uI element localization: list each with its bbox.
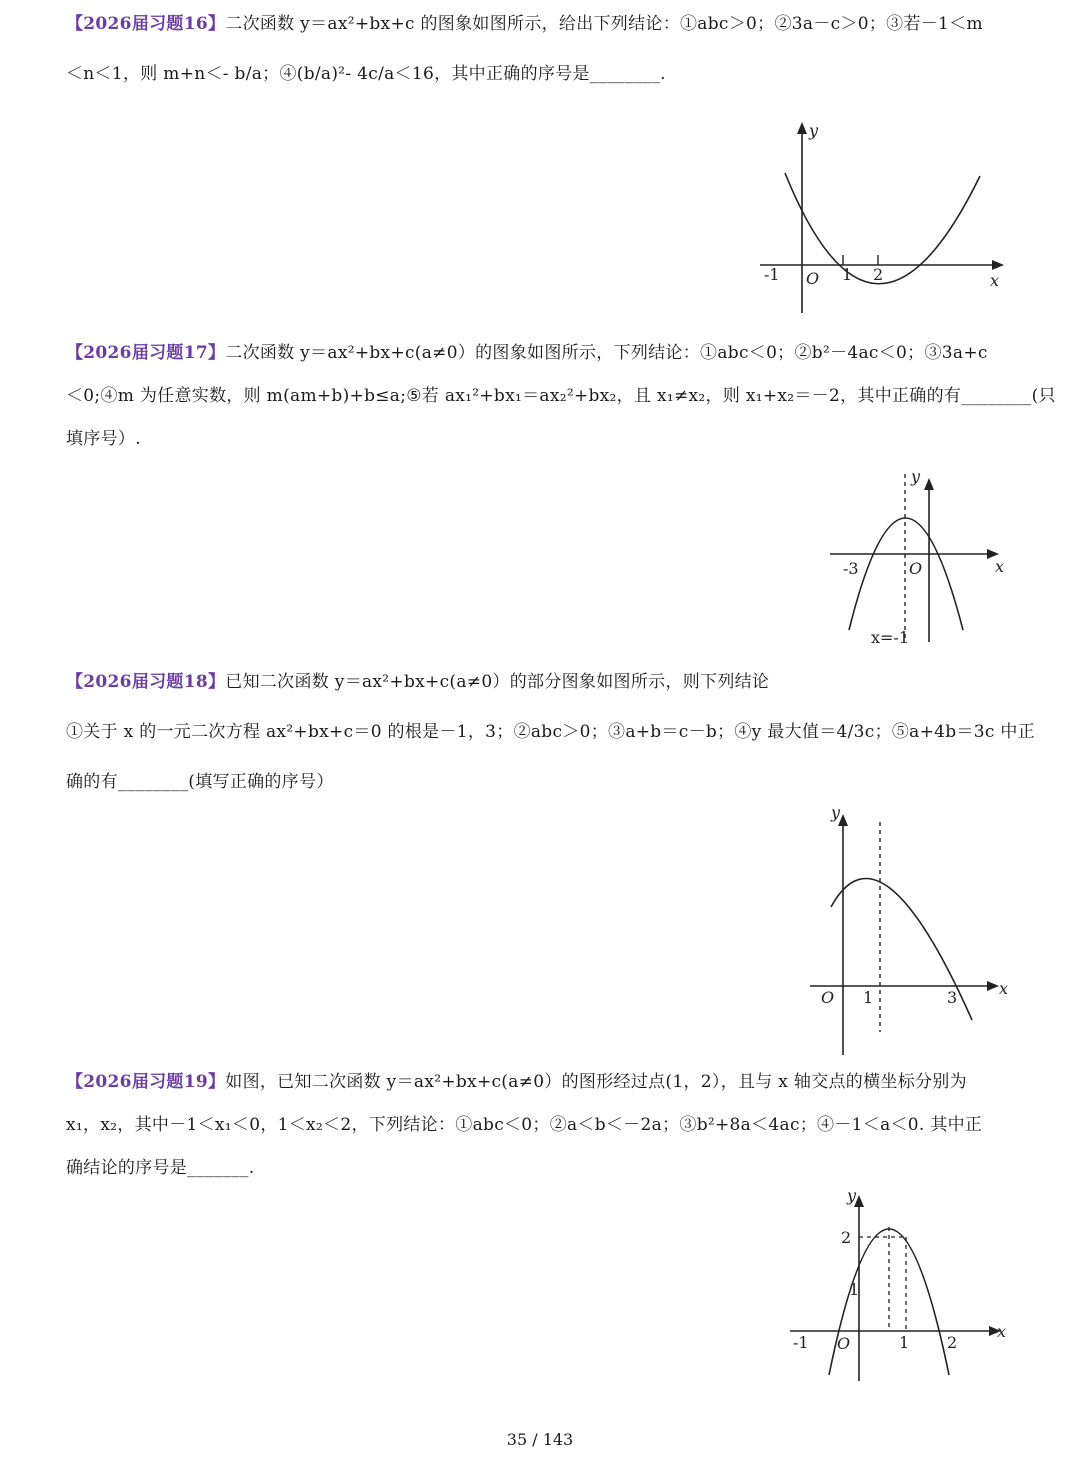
- problem-17-line-3: [66, 427, 141, 451]
- problem-18-line-3: [66, 770, 334, 794]
- problem-19-tick-neg1: -1: [793, 1333, 809, 1352]
- problem-16-tag: 【2026届习题16】: [66, 14, 226, 34]
- problem-19-line-3: [66, 1156, 254, 1180]
- problem-19-ytick-2: 2: [841, 1228, 852, 1247]
- problem-16-tick-2: 2: [873, 265, 884, 284]
- problem-19-text-3: 确结论的序号是_______.: [66, 1158, 255, 1178]
- problem-19-tick-2: 2: [947, 1333, 958, 1352]
- problem-19-tag: 【2026届习题19】: [66, 1072, 226, 1092]
- problem-17-text-1: 二次函数 y＝ax²+bx+c(a≠0）的图象如图所示，下列结论：①abc＜0；②b²－4ac＜0；③3a+c: [225, 343, 988, 363]
- problem-19-y-label: y: [847, 1186, 857, 1205]
- problem-17-text-3: 填序号）.: [66, 429, 141, 449]
- problem-18-origin: O: [821, 988, 835, 1007]
- problem-18-graph: [805, 800, 1020, 1060]
- page-number: 35 / 143: [506, 1430, 574, 1449]
- problem-17-line-2: [66, 384, 1056, 408]
- problem-16-line-1: [66, 12, 983, 36]
- problem-18-tick-1: 1: [863, 988, 874, 1007]
- problem-18-text-2: ①关于 x 的一元二次方程 ax²+bx+c＝0 的根是－1，3；②abc＞0；③a+b＝c－b；④y 最大值＝4/3c；⑤a+4b＝3c 中正: [66, 722, 1035, 742]
- problem-19-line-2: [66, 1113, 982, 1137]
- problem-18-text-3: 确的有________(填写正确的序号）: [66, 772, 334, 792]
- problem-18-x-label: x: [999, 979, 1009, 998]
- problem-16-text-1: 二次函数 y＝ax²+bx+c 的图象如图所示，给出下列结论：①abc＞0；②3a－c＞0；③若－1＜m: [225, 14, 983, 34]
- problem-16-origin: O: [806, 269, 820, 288]
- problem-16-x-label: x: [990, 271, 1000, 290]
- problem-16-graph: [760, 118, 1010, 318]
- problem-16-line-2: [66, 62, 666, 86]
- problem-19-origin: O: [837, 1334, 851, 1353]
- problem-19-x-label: x: [997, 1322, 1007, 1341]
- problem-17-tag: 【2026届习题17】: [66, 343, 226, 363]
- problem-16-tick-1: 1: [842, 265, 853, 284]
- problem-16-text-2: ＜n＜1，则 m+n＜- b/a；④(b/a)²- 4c/a＜16，其中正确的序号是________.: [66, 64, 666, 84]
- problem-19-graph: [785, 1185, 1015, 1385]
- problem-18-y-label: y: [831, 803, 841, 822]
- problem-16-y-label: y: [809, 121, 819, 140]
- problem-17-x-label: x: [995, 557, 1005, 576]
- problem-17-tick-neg3: -3: [843, 559, 859, 578]
- problem-17-origin: O: [909, 559, 923, 578]
- problem-19-line-1: [66, 1070, 967, 1094]
- problem-17-graph: [825, 462, 1015, 647]
- problem-19-text-1: 如图，已知二次函数 y＝ax²+bx+c(a≠0）的图形经过点(1，2），且与 x 轴交点的横坐标分别为: [225, 1072, 967, 1092]
- problem-17-axis-label: x=-1: [871, 628, 910, 647]
- problem-19-ytick-1: 1: [849, 1280, 860, 1299]
- problem-18-tick-3: 3: [947, 988, 958, 1007]
- problem-17-text-2: ＜0;④m 为任意实数，则 m(am+b)+b≤a;⑤若 ax₁²+bx₁＝ax₂²+bx₂，且 x₁≠x₂，则 x₁+x₂＝－2，其中正确的有________(只: [66, 386, 1056, 406]
- problem-19-text-2: x₁，x₂，其中－1＜x₁＜0，1＜x₂＜2，下列结论：①abc＜0；②a＜b＜－2a；③b²+8a＜4ac；④－1＜a＜0. 其中正: [66, 1115, 983, 1135]
- problem-17-y-label: y: [911, 467, 921, 486]
- problem-19-tick-1: 1: [899, 1333, 910, 1352]
- problem-17-line-1: [66, 341, 988, 365]
- problem-18-line-2: [66, 720, 1035, 744]
- problem-18-text-1: 已知二次函数 y＝ax²+bx+c(a≠0）的部分图象如图所示，则下列结论: [225, 672, 770, 692]
- problem-18-line-1: [66, 670, 769, 694]
- problem-18-tag: 【2026届习题18】: [66, 672, 226, 692]
- problem-16-tick-neg1: -1: [764, 265, 780, 284]
